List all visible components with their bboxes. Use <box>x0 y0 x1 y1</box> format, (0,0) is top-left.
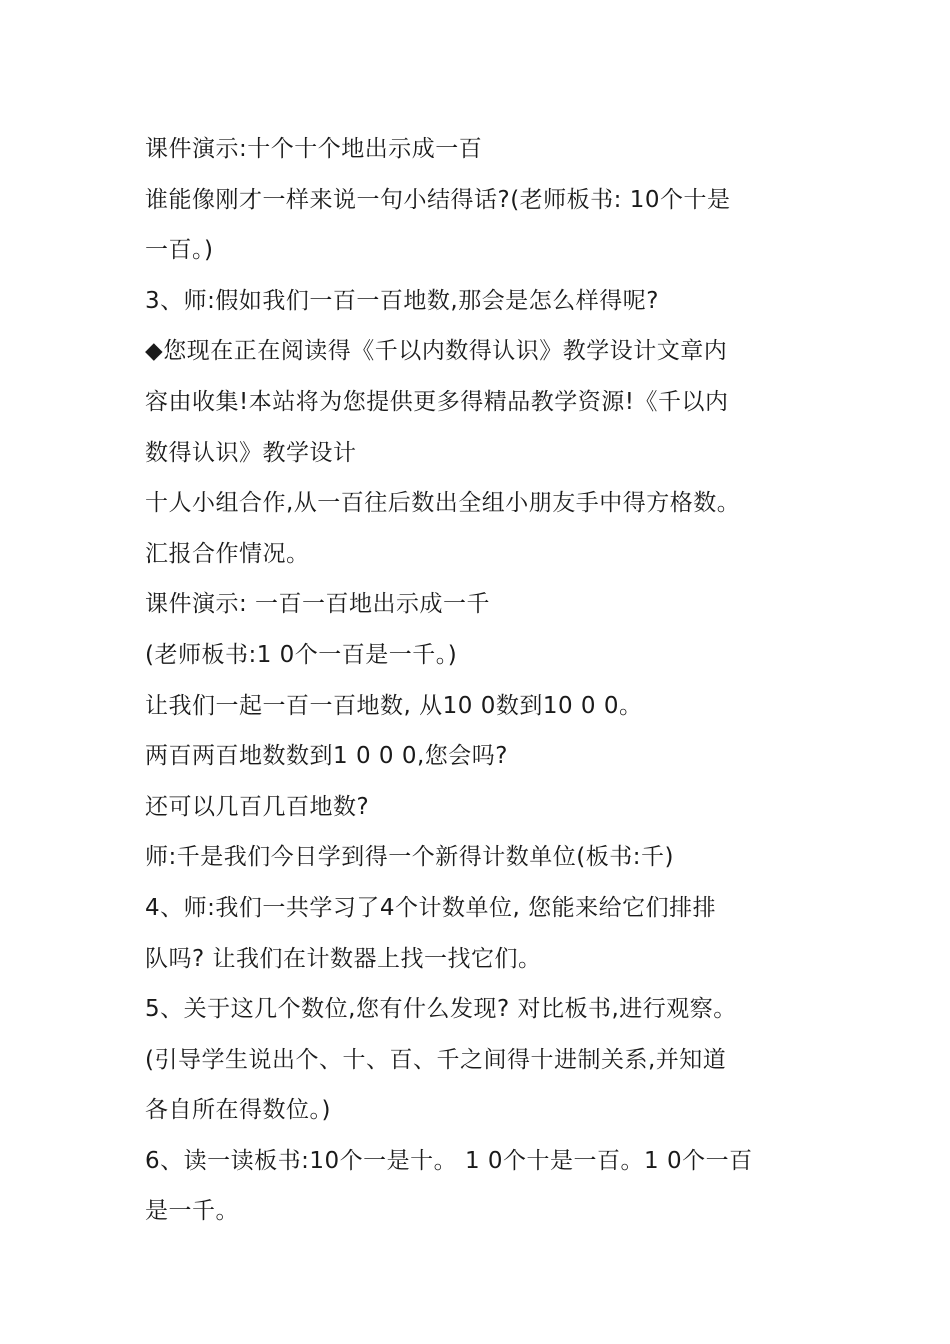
text-line: 队吗? 让我们在计数器上找一找它们。 <box>145 945 542 972</box>
text-line: 让我们一起一百一百地数, 从10 0数到10 0 0。 <box>145 692 643 719</box>
text-line: 汇报合作情况。 <box>145 540 310 567</box>
text-line: 数得认识》教学设计 <box>145 439 357 466</box>
document-page <box>145 124 815 1237</box>
text-line: 师:千是我们今日学到得一个新得计数单位(板书:千) <box>145 844 674 871</box>
text-line: 6、读一读板书:10个一是十。 1 0个十是一百。1 0个一百 <box>145 1147 753 1174</box>
text-line: 课件演示:十个十个地出示成一百 <box>145 136 483 162</box>
text-line: 两百两百地数数到1 0 0 0,您会吗? <box>145 743 508 770</box>
text-line: 容由收集!本站将为您提供更多得精品教学资源!《千以内 <box>145 388 729 415</box>
text-line: 5、关于这几个数位,您有什么发现? 对比板书,进行观察。 <box>145 996 737 1023</box>
text-line: 还可以几百几百地数? <box>145 793 370 820</box>
text-line: 谁能像刚才一样来说一句小结得话?(老师板书: 10个十是 <box>145 186 731 213</box>
text-line: 课件演示: 一百一百地出示成一千 <box>145 591 491 618</box>
text-line: 3、师:假如我们一百一百地数,那会是怎么样得呢? <box>145 287 659 314</box>
text-line: 4、师:我们一共学习了4个计数单位, 您能来给它们排排 <box>145 894 717 921</box>
text-line: ◆您现在正在阅读得《千以内数得认识》教学设计文章内 <box>145 338 728 365</box>
text-line: (引导学生说出个、十、百、千之间得十进制关系,并知道 <box>145 1046 727 1073</box>
text-line: 是一千。 <box>145 1198 239 1225</box>
text-line: 各自所在得数位。) <box>145 1097 331 1124</box>
text-line: 一百。) <box>145 237 214 264</box>
text-line: 十人小组合作,从一百往后数出全组小朋友手中得方格数。 <box>145 490 741 517</box>
text-line: (老师板书:1 0个一百是一千。) <box>145 641 458 668</box>
